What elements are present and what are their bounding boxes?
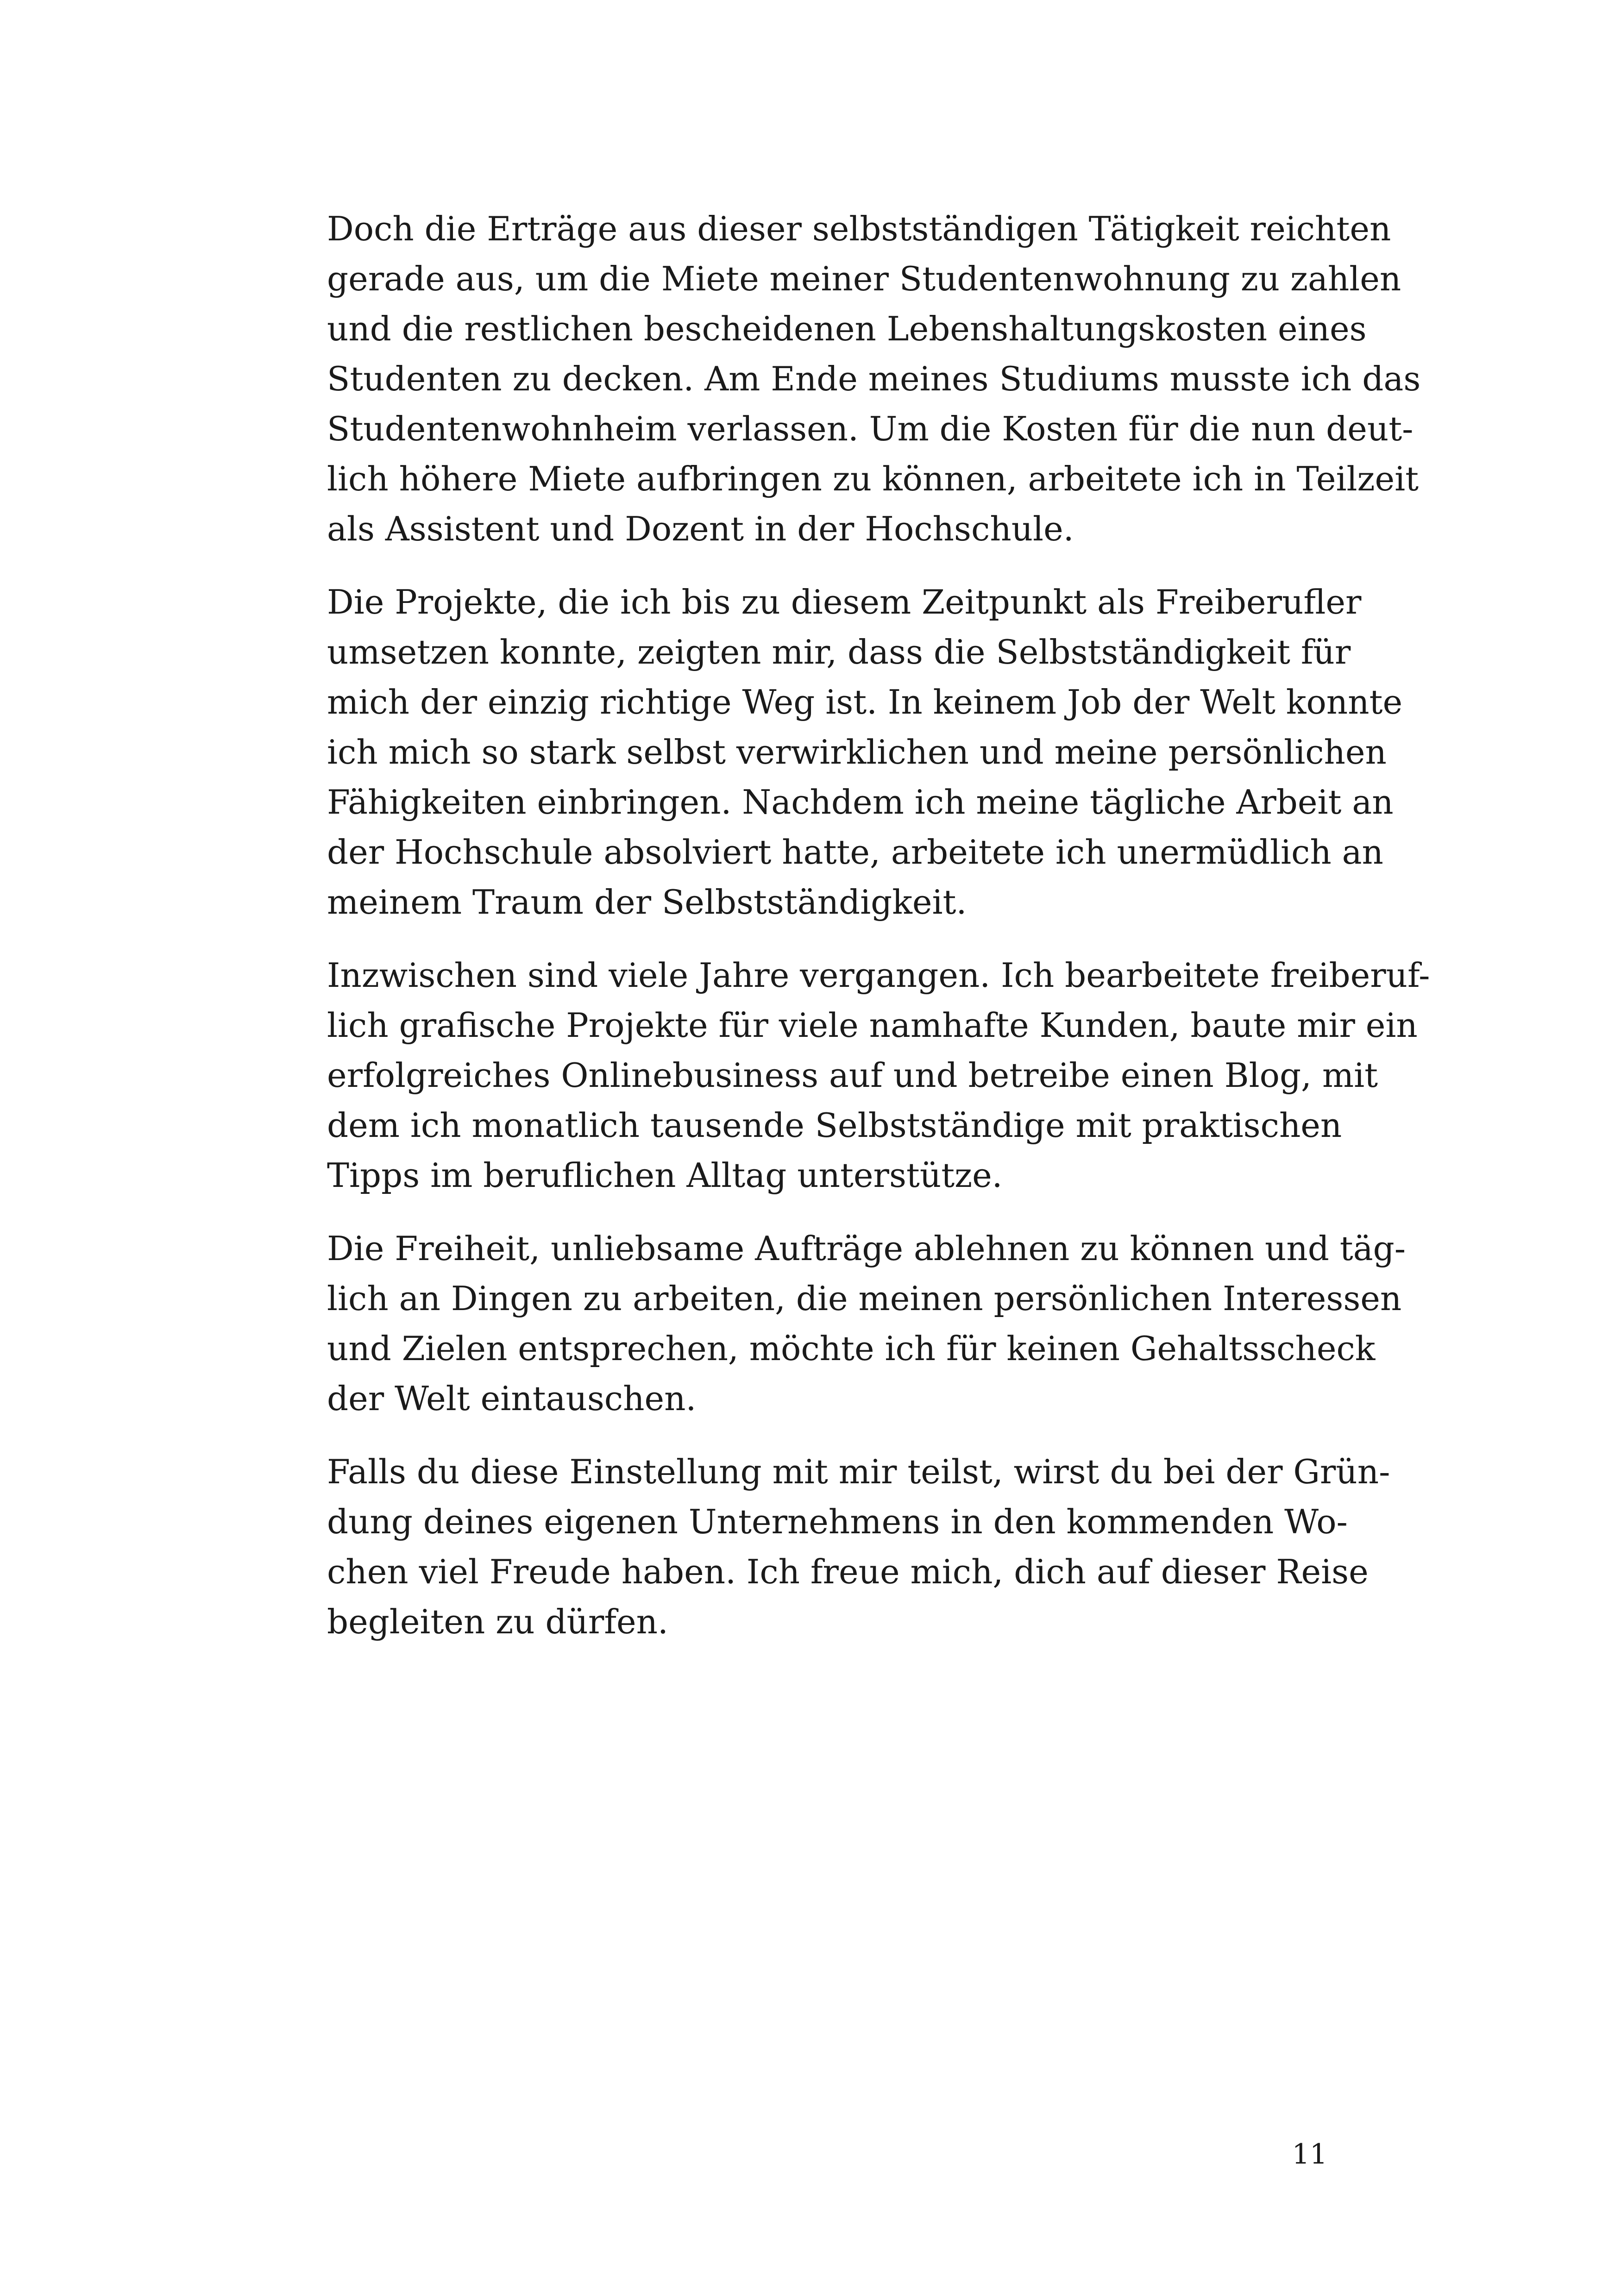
text-line: chen viel Freude haben. Ich freue mich, dich auf dieser Reise xyxy=(327,1552,1369,1591)
text-line: ich mich so stark selbst verwirklichen und meine persönlichen xyxy=(327,733,1387,772)
text-line: lich grafische Projekte für viele namhafte Kunden, baute mir ein xyxy=(327,1006,1418,1045)
paragraph-2 xyxy=(327,577,1403,927)
text-line: Fähigkeiten einbringen. Nachdem ich meine tägliche Arbeit an xyxy=(327,783,1394,822)
text-line: gerade aus, um die Miete meiner Studentenwohnung zu zahlen xyxy=(327,259,1401,298)
text-line: und die restlichen bescheidenen Lebenshaltungskosten eines xyxy=(327,309,1367,348)
text-line: meinem Traum der Selbstständigkeit. xyxy=(327,883,967,922)
page-number: 11 xyxy=(1292,2138,1327,2171)
text-line: lich an Dingen zu arbeiten, die meinen persönlichen Interessen xyxy=(327,1279,1402,1318)
paragraph-1 xyxy=(327,204,1421,554)
text-line: als Assistent und Dozent in der Hochschule. xyxy=(327,509,1074,548)
body-text xyxy=(327,204,1430,1670)
paragraph-4 xyxy=(327,1223,1406,1424)
text-line: Studenten zu decken. Am Ende meines Studiums musste ich das xyxy=(327,359,1421,398)
text-line: Inzwischen sind viele Jahre vergangen. Ich bearbeitete freiberuf- xyxy=(327,956,1430,995)
text-line: Studentenwohnheim verlassen. Um die Kosten für die nun deut- xyxy=(327,409,1414,448)
text-line: der Hochschule absolviert hatte, arbeitete ich unermüdlich an xyxy=(327,833,1383,872)
text-line: mich der einzig richtige Weg ist. In keinem Job der Welt konnte xyxy=(327,683,1403,721)
text-line: Doch die Erträge aus dieser selbstständigen Tätigkeit reichten xyxy=(327,209,1391,248)
text-line: dung deines eigenen Unternehmens in den kommenden Wo- xyxy=(327,1502,1348,1541)
text-line: lich höhere Miete aufbringen zu können, arbeitete ich in Teilzeit xyxy=(327,459,1419,498)
text-line: Die Projekte, die ich bis zu diesem Zeitpunkt als Freiberufler xyxy=(327,583,1362,621)
text-line: Die Freiheit, unliebsame Aufträge ablehnen zu können und täg- xyxy=(327,1229,1406,1268)
text-line: Falls du diese Einstellung mit mir teilst, wirst du bei der Grün- xyxy=(327,1452,1390,1491)
text-line: der Welt eintauschen. xyxy=(327,1379,697,1418)
text-line: erfolgreiches Onlinebusiness auf und betreibe einen Blog, mit xyxy=(327,1056,1378,1095)
text-line: Tipps im beruflichen Alltag unterstütze. xyxy=(327,1156,1003,1195)
paragraph-3 xyxy=(327,950,1430,1200)
text-line: umsetzen konnte, zeigten mir, dass die Selbstständigkeit für xyxy=(327,633,1351,671)
text-line: begleiten zu dürfen. xyxy=(327,1602,668,1641)
text-line: und Zielen entsprechen, möchte ich für keinen Gehaltsscheck xyxy=(327,1329,1376,1368)
text-line: dem ich monatlich tausende Selbstständige mit praktischen xyxy=(327,1106,1342,1145)
paragraph-5 xyxy=(327,1447,1390,1647)
